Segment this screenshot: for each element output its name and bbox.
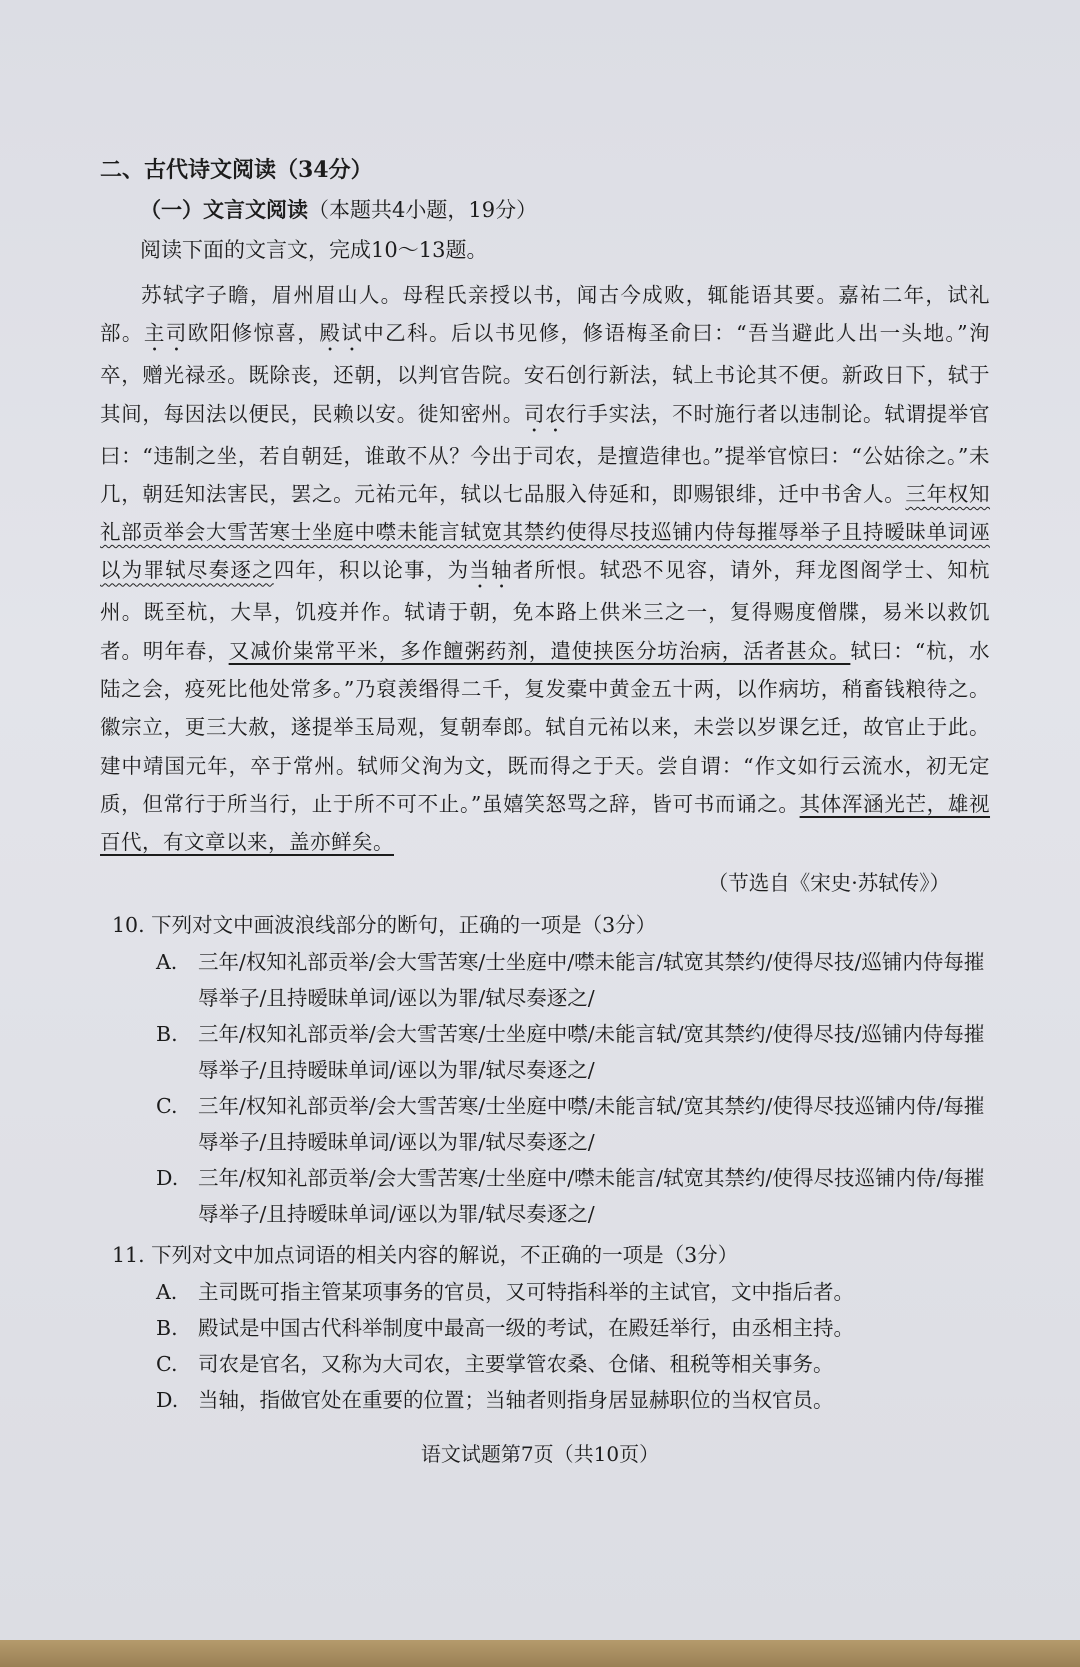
classical-passage: [100, 276, 990, 862]
passage-text: 欧阳修惊喜，: [187, 321, 320, 346]
passage-text: 中乙科。后以书见修，修语梅圣俞曰：“吾当避此人出一头地。”洵卒，赠光禄丞。既除丧，还朝，以判官告院。安石创行新法，轼上书论其不便。新政日下，轼于其间，每因法以便民，民赖以安。徙知密州。: [100, 321, 991, 426]
option-text: 殿试是中国古代科举制度中最高一级的考试，在殿廷举行，由丞相主持。: [198, 1315, 854, 1340]
option-letter: A.: [156, 949, 178, 974]
option-letter: A.: [156, 1279, 178, 1304]
dotted-word-dangzhou: 当轴: [469, 558, 513, 583]
underlined-sentence-1: 又减价粜常平米，多作饘粥药剂，遣使挟医分坊治病，活者甚众。: [228, 638, 851, 663]
passage-text: 行手实法，不时施行者以违制论。轼谓提举官曰：“违制之坐，若自朝廷，谁敢不从？今出于司农，是擅造律也。”提举官惊曰：“公姑徐之。”未几，朝廷知法害民，罢之。元祐元年，轼以七品服入侍延和，即赐银绯，迁中书舍人。: [100, 401, 991, 506]
option-text: 三年/权知礼部贡举/会大雪苦寒/士坐庭中噤/未能言轼/宽其禁约/使得尽技/巡铺内侍每摧辱举子/且持暧昧单词/诬以为罪/轼尽奏逐之/: [198, 1021, 985, 1082]
option-letter: B.: [156, 1315, 178, 1340]
option-text: 三年/权知礼部贡举/会大雪苦寒/士坐庭中噤/未能言轼/宽其禁约/使得尽技巡铺内侍/每摧辱举子/且持暧昧单词/诬以为罪/轼尽奏逐之/: [198, 1093, 985, 1154]
question-11-option-d: [156, 1382, 990, 1418]
question-11-option-a: [156, 1274, 990, 1310]
question-11-stem: 11. 下列对文中加点词语的相关内容的解说，不正确的一项是（3分）: [112, 1242, 739, 1267]
option-letter: D.: [156, 1387, 179, 1412]
passage-text: 苏轼字子瞻，眉州眉山人。母程氏亲授以书，闻古今成败，辄能语其要。嘉祐二年，试礼部。: [100, 283, 990, 346]
subsection-title: [140, 190, 990, 230]
underlined-sentence-2: 其体浑涵光芒，雄视百代，有文章以来，盖亦鲜矣。: [100, 791, 991, 855]
subsection-note: （本题共4小题，19分）: [308, 198, 538, 222]
subsection-label: （一）文言文阅读: [140, 197, 308, 222]
question-10-option-d: [156, 1160, 990, 1232]
dotted-word-dianshi: 殿试: [319, 321, 364, 346]
question-11-option-b: [156, 1310, 990, 1346]
passage-text: 轼曰：“杭，水陆之会，疫死比他处常多。”乃裒羡缗得二千，复发橐中黄金五十两，以作病坊，稍畜钱粮待之。徽宗立，更三大赦，遂提举玉局观，复朝奉郎。轼自元祐以来，未尝以岁课乞迁，故官止于此。建中靖国元年，卒于常州。轼师父洵为文，既而得之于天。尝自谓：“作文如行云流水，初无定质，但常行于所当行，止于所不可不止。”虽嬉笑怒骂之辞，皆可书而诵之。: [100, 638, 991, 816]
page-content: [100, 150, 990, 1418]
option-text: 主司既可指主管某项事务的官员，又可特指科举的主试官，文中指后者。: [198, 1279, 854, 1304]
option-letter: C.: [156, 1351, 178, 1376]
option-text: 三年/权知礼部贡举/会大雪苦寒/士坐庭中/噤未能言/轼宽其禁约/使得尽技巡铺内侍/每摧辱举子/且持暧昧单词/诬以为罪/轼尽奏逐之/: [198, 1165, 985, 1226]
option-letter: D.: [156, 1165, 179, 1190]
question-10-option-b: [156, 1016, 990, 1088]
table-surface: [0, 1640, 1080, 1667]
passage-text: 者所恨。轼恐不见容，请外，拜龙图阁学士、知杭州。既至杭，大旱，饥疫并作。轼请于朝，免本路上供米三之一，复得赐度僧牒，易米以救饥者。明年春，: [100, 558, 991, 663]
question-10-option-a: [156, 944, 990, 1016]
section-title: 二、古代诗文阅读（34分）: [100, 157, 373, 183]
option-text: 司农是官名，又称为大司农，主要掌管农桑、仓储、租税等相关事务。: [198, 1351, 834, 1376]
passage-text: 四年，积以论事，为: [273, 558, 470, 583]
reading-instruction: 阅读下面的文言文，完成10～13题。: [140, 238, 488, 262]
page-footer: 语文试题第7页（共10页）: [420, 1442, 660, 1466]
dotted-word-zhusi: 主司: [143, 321, 188, 346]
question-10-stem: 10. 下列对文中画波浪线部分的断句，正确的一项是（3分）: [112, 912, 657, 937]
option-text: 三年/权知礼部贡举/会大雪苦寒/士坐庭中/噤未能言/轼宽其禁约/使得尽技/巡铺内侍每摧辱举子/且持暧昧单词/诬以为罪/轼尽奏逐之/: [198, 949, 985, 1010]
question-11-option-c: [156, 1346, 990, 1382]
option-text: 当轴，指做官处在重要的位置；当轴者则指身居显赫职位的当权官员。: [198, 1387, 834, 1412]
option-letter: C.: [156, 1093, 178, 1118]
dotted-word-sinong: 司农: [523, 401, 567, 426]
option-letter: B.: [156, 1021, 178, 1046]
question-10-option-c: [156, 1088, 990, 1160]
passage-source: （节选自《宋史·苏轼传》）: [707, 870, 950, 895]
wavy-underlined-sentence: 三年权知礼部贡举会大雪苦寒士坐庭中噤未能言轼宽其禁约使得尽技巡铺内侍每摧辱举子且持暧昧单词诬以为罪轼尽奏逐之: [100, 481, 991, 583]
